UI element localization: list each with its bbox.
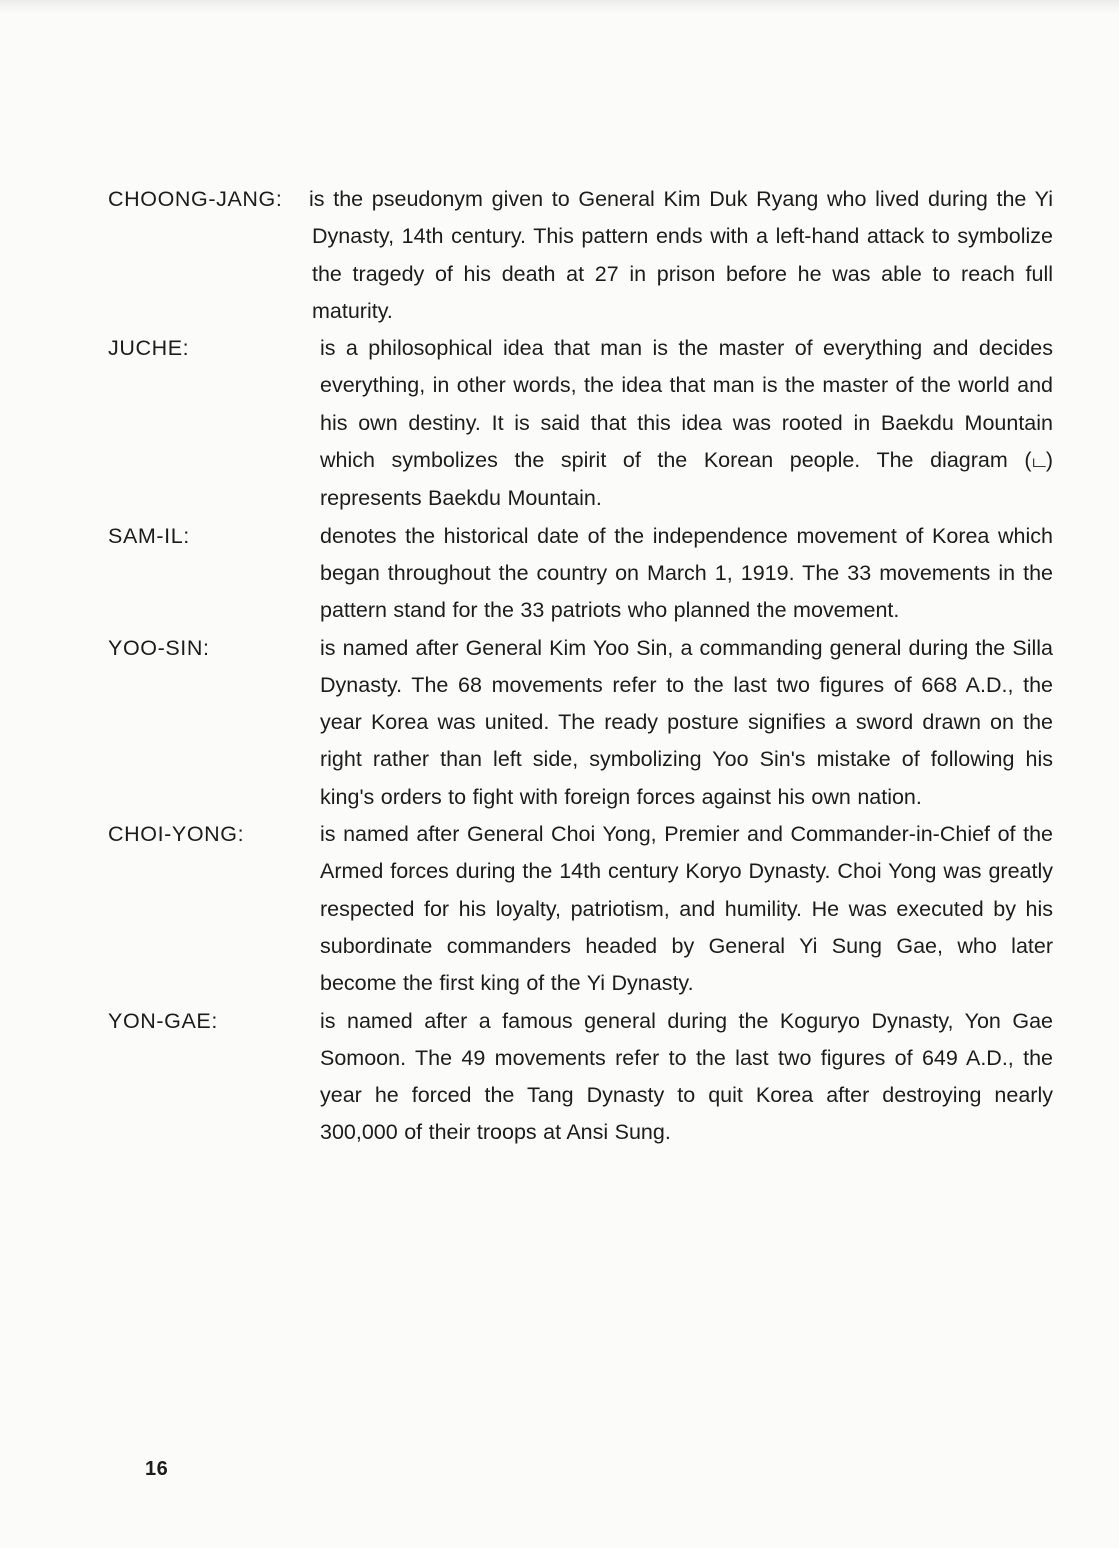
pattern-definitions-list (108, 181, 1053, 1152)
definition-choi-yong: is named after General Choi Yong, Premier and Commander-in-Chief of the Armed forces during the 14th century Koryo Dynasty. Choi Yong was greatly respected for his loyalty, patriotism, and humility. He was executed by his subordinate commanders headed by General Yi Sung Gae, who later become the first king of the Yi Dynasty. (320, 822, 1053, 996)
entry-yoo-sin (108, 630, 1053, 816)
entry-choong-jang (108, 181, 1053, 330)
page-top-edge (0, 0, 1119, 14)
definition-yoo-sin: is named after General Kim Yoo Sin, a commanding general during the Silla Dynasty. The 68 movements refer to the last two figures of 668 A.D., the year Korea was united. The ready posture signifies a sword drawn on the right rather than left side, symbolizing Yoo Sin's mistake of following his king's orders to fight with foreign forces against his own nation. (320, 635, 1053, 809)
definition-juche (320, 330, 1053, 517)
definition-juche-part2: ) represents Baekdu Mountain. (320, 448, 1053, 511)
page-number: 16 (145, 1458, 169, 1480)
definition-choong-jang: is the pseudonym given to General Kim Duk Ryang who lived during the Yi Dynasty, 14th century. This pattern ends with a left-hand attack to symbolize the tragedy of his death at 27 in prison before he was able to reach full maturity. (309, 187, 1053, 323)
entry-juche (108, 330, 1053, 517)
term-sam-il: SAM-IL: (108, 523, 190, 548)
entry-yon-gae (108, 1003, 1053, 1152)
definition-yon-gae: is named after a famous general during the Koguryo Dynasty, Yon Gae Somoon. The 49 movements refer to the last two figures of 649 A.D., the year he forced the Tang Dynasty to quit Korea after destroying nearly 300,000 of their troops at Ansi Sung. (320, 1008, 1053, 1145)
term-choi-yong: CHOI-YONG: (108, 822, 245, 847)
term-yoo-sin: YOO-SIN: (108, 635, 210, 660)
term-yon-gae: YON-GAE: (108, 1008, 218, 1033)
definition-juche-part1: is a philosophical idea that man is the master of everything and decides everything, in other words, the idea that man is the master of the world and his own destiny. It is said that this idea was rooted in Baekdu Mountain which symbolizes the spirit of the Korean people. The diagram ( (320, 336, 1053, 473)
mountain-diagram-icon: ட (1031, 451, 1046, 473)
entry-sam-il (108, 518, 1053, 630)
term-choong-jang: CHOONG-JANG: (108, 187, 283, 211)
definition-sam-il: denotes the historical date of the independence movement of Korea which began throughout the country on March 1, 1919. The 33 movements in the pattern stand for the 33 patriots who planned the movement. (320, 523, 1053, 623)
term-juche: JUCHE: (108, 336, 190, 361)
entry-choi-yong (108, 816, 1053, 1002)
